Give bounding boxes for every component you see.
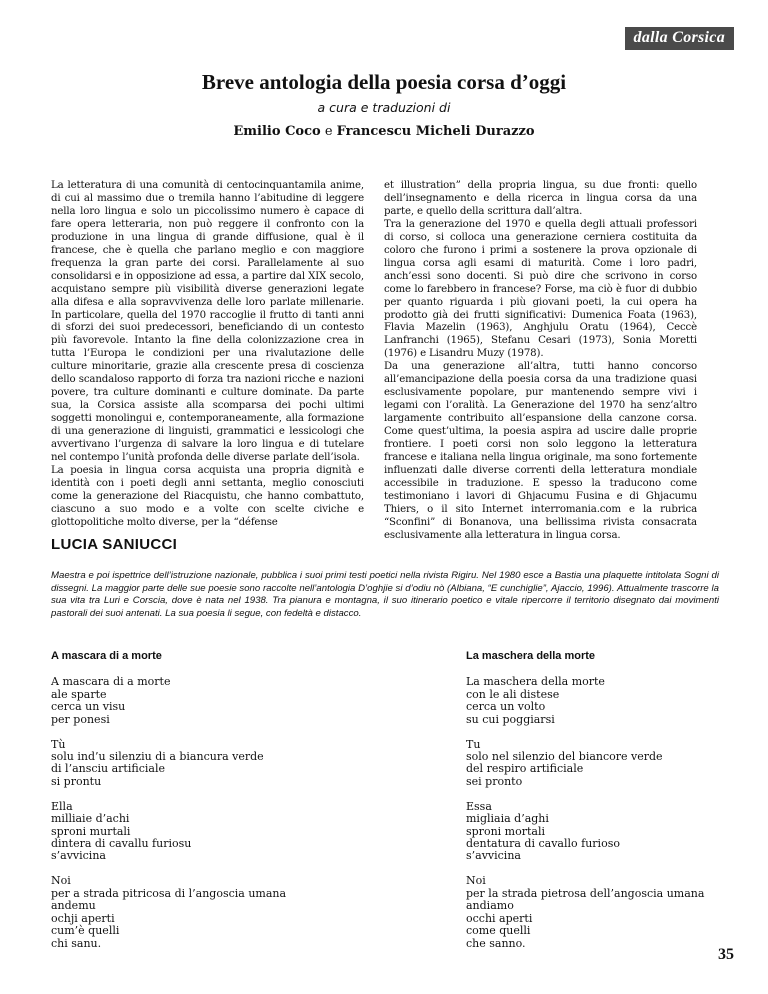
intro-column-left bbox=[51, 180, 364, 530]
verse-line: ochji aperti bbox=[51, 911, 115, 925]
verse-line: di l’ansciu artificiale bbox=[51, 762, 165, 776]
verse-line: milliaie d’achi bbox=[51, 812, 130, 826]
verse-line: Tù bbox=[51, 737, 66, 751]
verse-line: Noi bbox=[466, 874, 486, 888]
verse-line: solu ind’u silenziu di a biancura verde bbox=[51, 750, 264, 764]
stanza bbox=[51, 739, 351, 789]
verse-line: sproni mortali bbox=[466, 824, 545, 838]
verse-line: andemu bbox=[51, 899, 96, 913]
page-number: 35 bbox=[718, 946, 734, 963]
verse-line: su cui poggiarsi bbox=[466, 712, 555, 726]
verse-line: si prontu bbox=[51, 774, 102, 788]
verse-line: La maschera della morte bbox=[466, 675, 605, 689]
poem-title: La maschera della morte bbox=[466, 650, 596, 662]
paragraph: Da una generazione all’altra, tutti hanno concorso all’emancipazione della poesia corsa da una tradizione quasi esclusivamente popolare, pur mantenendo sempre vivi i legami con l’oralità. La Generazione del 1970 ha senz’altro largamente contribuito all’espansione della canzone corsa. Come quest’ultima, la poesia aspira ad uscire dalle proprie frontiere. I poeti corsi non solo leggono la letteratura francese e italiana nella lingua originale, ma sono fortemente influenzati dalle diverse correnti della letteratura mondiale accessibile in traduzione. E spesso la traducono come testimoniano i lavori di Ghjacumu Fusina e di Ghjacumu Thiers, o il sito Internet interromania.com e la rubrica “Sconfini” di Bonanova, una bellissima rivista consacrata esclusivamente alla letteratura in lingua corsa. bbox=[384, 361, 697, 541]
poem-translation bbox=[466, 650, 766, 963]
verse-line: s’avvicina bbox=[466, 849, 521, 863]
article-authors bbox=[0, 124, 768, 139]
verse-line: migliaia d’aghi bbox=[466, 812, 549, 826]
verse-line: Noi bbox=[51, 874, 71, 888]
verse-line: cerca un volto bbox=[466, 700, 546, 714]
stanza bbox=[51, 801, 351, 863]
verse-line: A mascara di a morte bbox=[51, 675, 171, 689]
stanza bbox=[466, 676, 766, 726]
paragraph: La letteratura di una comunità di centocinquantamila anime, di cui al massimo due o tremila hanno l’abitudine di leggere nella loro lingua e solo un piccolissimo numero è capace di fare opera letteraria, non può reggere il confronto con la produzione in una lingua di grande diffusione, qual è il francese, che è quella che parlano meglio e con maggiore frequenza la gran parte dei corsi. Parallelamente al suo consolidarsi e in opposizione ad essa, a partire dal XIX secolo, acquistano sempre più visibilità diverse generazioni legate alla difesa e alla sopravvivenza delle loro parlate millenarie. In particolare, quella del 1970 raccoglie il frutto di tanti anni di sforzi dei suoi predecessori, beneficiando di un contesto più favorevole. Intanto la fine della colonizzazione crea in tutta l’Europa le condizioni per una rivalutazione delle culture minoritarie, grazie alla crescente presa di coscienza dello scandaloso rapporto di forza tra nazioni ricche e nazioni povere, tra culture dominanti e culture dominate. Da parte sua, la Corsica assiste alla scomparsa dei pochi ultimi soggetti monolingui e, contemporaneamente, alla formazione di una generazione di linguisti, grammatici e lessicologi che avvertivano l’urgenza di salvare la loro lingua e di tutelare nel contempo l’unità profonda delle diverse parlate dell’isola. bbox=[51, 180, 364, 464]
poem-title: A mascara di a morte bbox=[51, 650, 162, 662]
verse-line: del respiro artificiale bbox=[466, 762, 584, 776]
verse-line: andiamo bbox=[466, 899, 514, 913]
verse-line: dintera di cavallu furiosu bbox=[51, 837, 192, 851]
verse-line: solo nel silenzio del biancore verde bbox=[466, 750, 663, 764]
paragraph: Tra la generazione del 1970 e quella degli attuali professori di corso, si colloca una generazione cerniera costituita da coloro che furono i primi a sostenere la prova opzionale di lingua corsa agli esami di maturità. Come i loro padri, anch’essi sono docenti. Si può dire che scrivono in corso come lo farebbero in francese? Forse, ma ciò è fuor di dubbio per quanto riguarda i più giovani poeti, la cui opera ha prodotto già dei frutti significativi: Dumenica Foata (1963), Flavia Mazelin (1963), Anghjulu Oratu (1964), Ceccè Lanfranchi (1965), Stefanu Cesari (1973), Sonia Moretti (1976) e Lisandru Muzy (1978). bbox=[384, 218, 697, 360]
paragraph: La poesia in lingua corsa acquista una propria dignità e identità con i poeti degli anni settanta, meglio conosciuti come la generazione del Riacquistu, che hanno combattuto, ciascuno a suo modo e a volte con scelte civiche e glottopolitiche molto diverse, per la “défense bbox=[51, 464, 364, 528]
poet-bio: Maestra e poi ispettrice dell’istruzione nazionale, pubblica i suoi primi testi poetici nella rivista Rigiru. Nel 1980 esce a Bastia una plaquette intitolata Sogni di dissegni. La maggior parte delle sue poesie sono raccolte nell’antologia D’oghjie si d’odiu nò (Albiana, “E cunchiglie”, Ajaccio, 1996). Attualmente trascorre la sua vita tra Luri e Corscia, dove è nata nel 1938. Tra pianura e montagna, il suo itinerario poetico e vitale ripercorre il territorio disegnato dai movimenti pastorali dei suoi antenati. La sua poesia li segue, con fedeltà e distacco. bbox=[51, 570, 719, 619]
verse-line: come quelli bbox=[466, 924, 531, 938]
author-name: Emilio Coco bbox=[233, 124, 321, 139]
verse-line: che sanno. bbox=[466, 936, 526, 950]
intro-column-right bbox=[384, 180, 697, 543]
verse-line: per a strada pitricosa di l’angoscia umana bbox=[51, 886, 287, 900]
verse-line: cum’è quelli bbox=[51, 924, 120, 938]
stanza bbox=[51, 875, 351, 949]
verse-line: occhi aperti bbox=[466, 911, 533, 925]
verse-line: ale sparte bbox=[51, 687, 107, 701]
paragraph: et illustration” della propria lingua, su due fronti: quello dell’insegnamento e della ricerca in lingua corsa da una parte, e quello della scrittura dall’altra. bbox=[384, 180, 697, 217]
article-title: Breve antologia della poesia corsa d’oggi bbox=[201, 70, 567, 94]
verse-line: Tu bbox=[466, 737, 481, 751]
verse-line: per la strada pietrosa dell’angoscia umana bbox=[466, 886, 705, 900]
stanza bbox=[51, 676, 351, 726]
author-name: Francescu Micheli Durazzo bbox=[336, 124, 535, 139]
stanza bbox=[466, 801, 766, 863]
verse-line: per ponesi bbox=[51, 712, 110, 726]
poem-original bbox=[51, 650, 351, 963]
verse-line: dentatura di cavallo furioso bbox=[466, 837, 620, 851]
article-subtitle: a cura e traduzioni di bbox=[317, 100, 451, 115]
stanza bbox=[466, 875, 766, 949]
verse-line: chi sanu. bbox=[51, 936, 102, 950]
verse-line: s’avvicina bbox=[51, 849, 106, 863]
verse-line: Ella bbox=[51, 799, 73, 813]
section-tag: dalla Corsica bbox=[625, 27, 734, 50]
verse-line: Essa bbox=[466, 799, 492, 813]
verse-line: con le ali distese bbox=[466, 687, 560, 701]
author-conjunction: e bbox=[324, 124, 333, 139]
stanza bbox=[466, 739, 766, 789]
verse-line: sei pronto bbox=[466, 774, 523, 788]
verse-line: sproni murtali bbox=[51, 824, 131, 838]
poet-name: LUCIA SANIUCCI bbox=[51, 536, 178, 553]
verse-line: cerca un visu bbox=[51, 700, 126, 714]
